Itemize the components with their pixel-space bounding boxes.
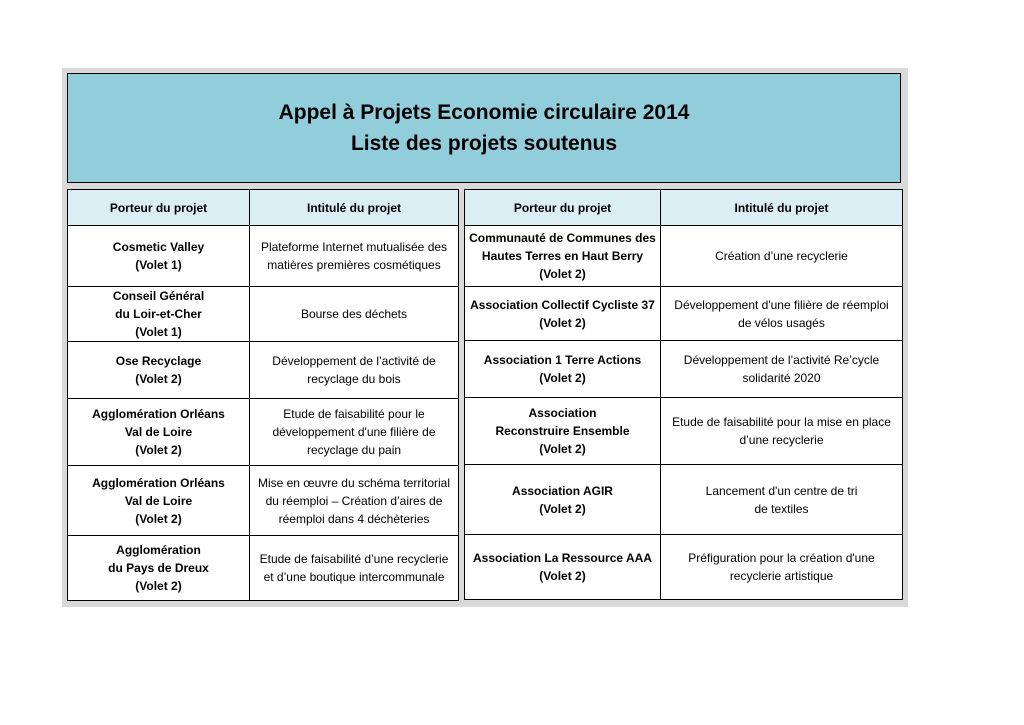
projects-table-right [464,189,903,600]
table-row [465,535,903,600]
porteur-cell: Agglomération Orléans Val de Loire (Volet 2) [68,399,250,466]
table-row [465,341,903,398]
intitule-cell: Préfiguration pour la création d'une recyclerie artistique [661,535,903,600]
porteur-cell: Ose Recyclage (Volet 2) [68,342,250,399]
intitule-cell: Lancement d'un centre de tri de textiles [661,465,903,535]
intitule-cell: Développement de l’activité Re’cycle solidarité 2020 [661,341,903,398]
intitule-cell: Plateforme Internet mutualisée des matières premières cosmétiques [250,226,459,287]
header-porteur: Porteur du projet [465,190,661,226]
header-intitule: Intitulé du projet [250,190,459,226]
table-header-row [68,190,459,226]
porteur-cell: Association Reconstruire Ensemble (Volet 2) [465,398,661,465]
porteur-cell: Communauté de Communes des Hautes Terres en Haut Berry (Volet 2) [465,226,661,287]
porteur-cell: Association Collectif Cycliste 37 (Volet 2) [465,287,661,341]
intitule-cell: Développement de l’activité de recyclage du bois [250,342,459,399]
porteur-cell: Agglomération Orléans Val de Loire (Volet 2) [68,466,250,536]
porteur-cell: Agglomération du Pays de Dreux (Volet 2) [68,536,250,601]
projects-table-left [67,189,459,601]
intitule-cell: Création d’une recyclerie [661,226,903,287]
intitule-cell: Etude de faisabilité pour le développement d'une filière de recyclage du pain [250,399,459,466]
table-row [68,399,459,466]
table-row [465,465,903,535]
header-intitule: Intitulé du projet [661,190,903,226]
table-row [465,226,903,287]
document-subtitle: Liste des projets soutenus [350,132,618,155]
table-row [68,342,459,399]
intitule-cell: Mise en œuvre du schéma territorial du réemploi – Création d’aires de réemploi dans 4 déchèteries [250,466,459,536]
table-row [68,536,459,601]
document-title: Appel à Projets Economie circulaire 2014 [278,101,690,124]
table-row [68,287,459,342]
table-header-row [465,190,903,226]
intitule-cell: Développement d'une filière de réemploi de vélos usagés [661,287,903,341]
table-row [465,398,903,465]
porteur-cell: Conseil Général du Loir-et-Cher (Volet 1) [68,287,250,342]
porteur-cell: Cosmetic Valley (Volet 1) [68,226,250,287]
header-porteur: Porteur du projet [68,190,250,226]
intitule-cell: Etude de faisabilité d’une recyclerie et d’une boutique intercommunale [250,536,459,601]
porteur-cell: Association 1 Terre Actions (Volet 2) [465,341,661,398]
porteur-cell: Association La Ressource AAA (Volet 2) [465,535,661,600]
table-row [465,287,903,341]
intitule-cell: Etude de faisabilité pour la mise en place d’une recyclerie [661,398,903,465]
table-row [68,466,459,536]
table-row [68,226,459,287]
intitule-cell: Bourse des déchets [250,287,459,342]
title-box [67,73,901,183]
porteur-cell: Association AGIR (Volet 2) [465,465,661,535]
